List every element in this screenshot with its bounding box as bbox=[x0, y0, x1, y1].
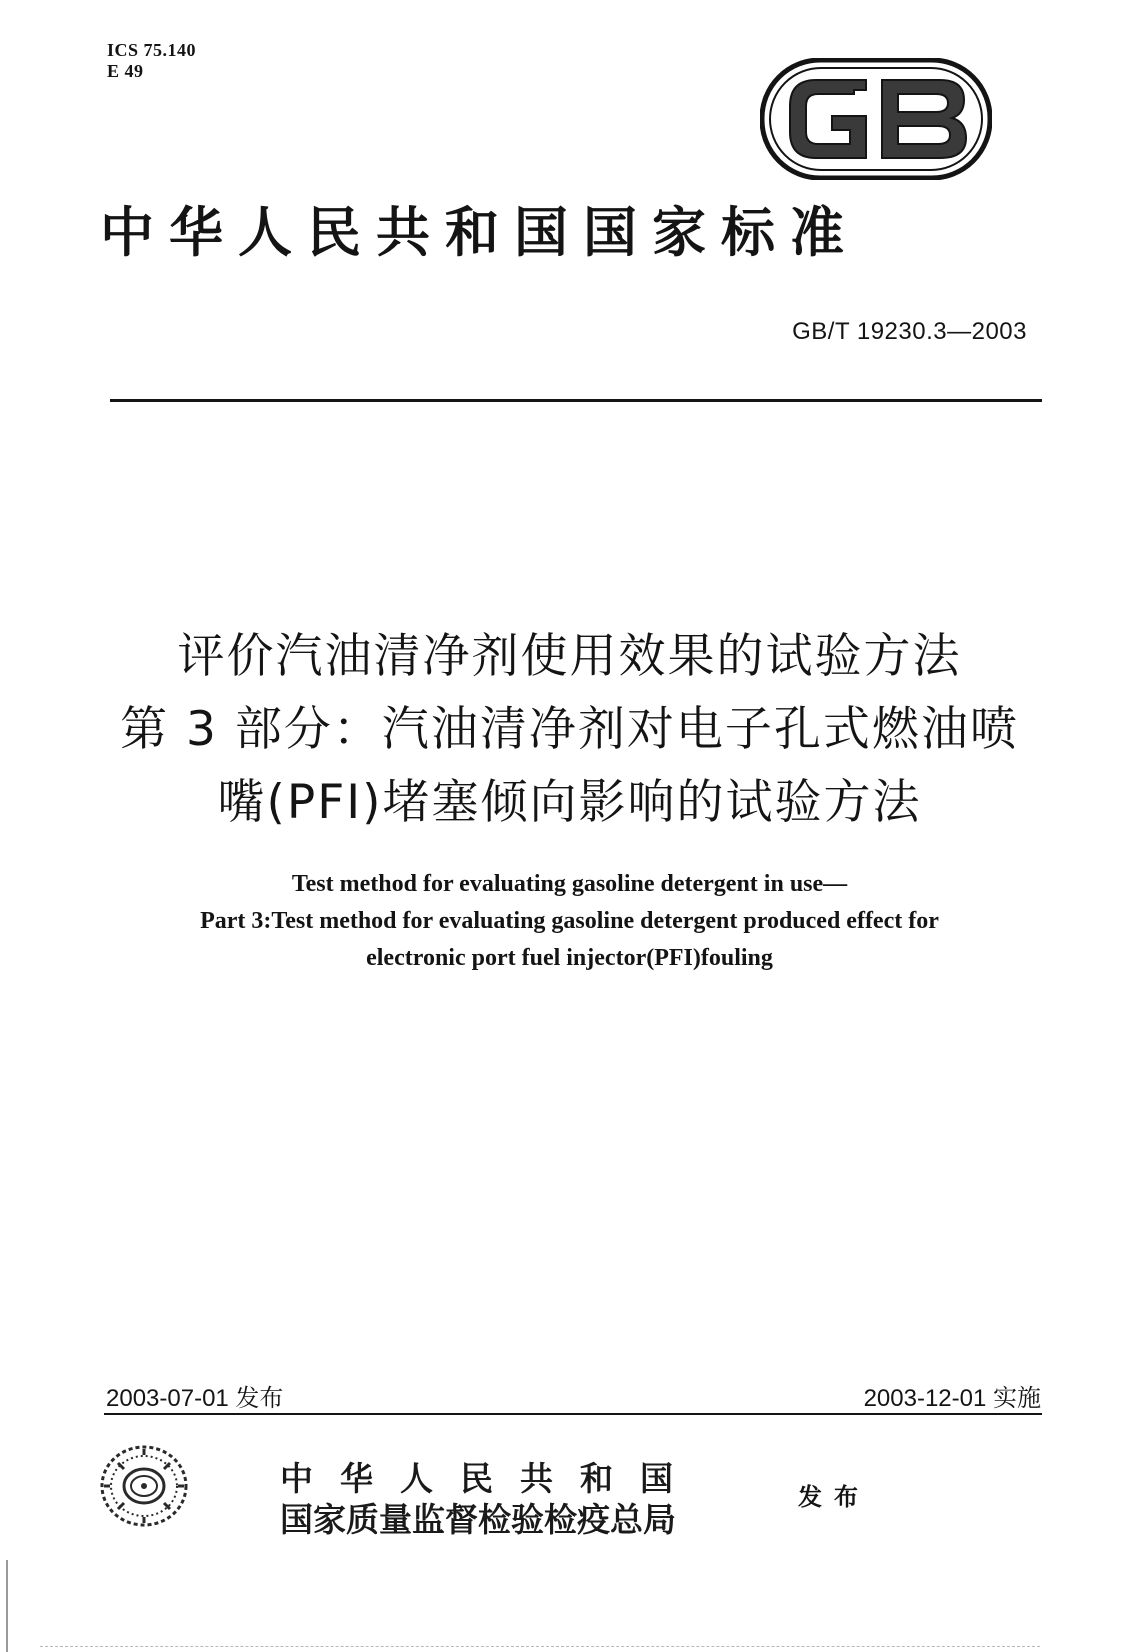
publish-date: 2003-07-01 发布 bbox=[106, 1385, 284, 1412]
chinese-title bbox=[0, 620, 1139, 839]
ccs-code: E 49 bbox=[107, 61, 144, 81]
implementation-date: 2003-12-01 实施 bbox=[863, 1385, 1041, 1412]
standard-number: GB/T 19230.3—2003 bbox=[792, 318, 1027, 345]
gb-standard-logo-icon bbox=[760, 58, 992, 180]
ics-code: ICS 75.140 bbox=[107, 40, 197, 60]
chinese-title-line-3: 嘴(PFI)堵塞倾向影响的试验方法 bbox=[217, 775, 922, 830]
english-title-line-1: Test method for evaluating gasoline detergent in use— bbox=[291, 871, 848, 897]
classification-codes bbox=[107, 40, 196, 82]
publisher-line-1: 中华人民共和国 bbox=[280, 1459, 700, 1498]
scan-edge-line bbox=[6, 1560, 8, 1652]
scan-bottom-line bbox=[40, 1646, 1040, 1648]
chinese-title-line-2: 第 3 部分：汽油清净剂对电子孔式燃油喷 bbox=[120, 702, 1019, 757]
standard-type-title: 中华人民共和国国家标准 bbox=[100, 200, 859, 264]
header-divider bbox=[110, 399, 1042, 402]
publish-label: 发布 bbox=[798, 1482, 870, 1511]
english-title bbox=[0, 866, 1139, 977]
english-title-line-2: Part 3:Test method for evaluating gasoline detergent produced effect for bbox=[200, 908, 939, 934]
english-title-line-3: electronic port fuel injector(PFI)fouling bbox=[366, 945, 773, 971]
publisher-line-2: 国家质量监督检验检疫总局 bbox=[280, 1500, 676, 1539]
publisher-organization bbox=[280, 1458, 700, 1540]
official-seal-icon bbox=[98, 1443, 190, 1529]
chinese-title-line-1: 评价汽油清净剂使用效果的试验方法 bbox=[177, 629, 962, 684]
footer-divider bbox=[104, 1413, 1042, 1415]
